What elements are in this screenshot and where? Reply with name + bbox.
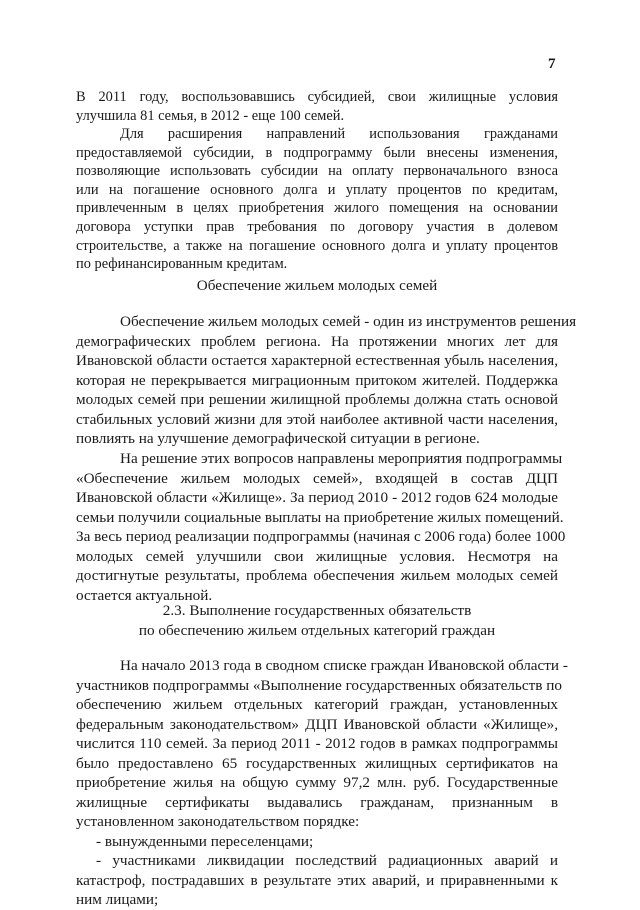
heading-line: Обеспечение жильем молодых семей bbox=[196, 277, 438, 294]
text-line: установленном законодательством порядке: bbox=[76, 813, 360, 830]
text-line: Для расширения направлений использования гражданами bbox=[120, 126, 558, 142]
text-line: по рефинансированным кредитам. bbox=[76, 256, 288, 273]
paragraph-young-families-results bbox=[76, 449, 566, 605]
text-line: остается актуальной. bbox=[76, 586, 213, 604]
paragraph-young-families-intro bbox=[76, 312, 577, 449]
text-line: На начало 2013 года в сводном списке граждан Ивановской области - bbox=[120, 657, 568, 674]
text-line: привлеченным в целях приобретения жилого помещения на основании bbox=[76, 200, 558, 217]
text-line: В 2011 году, воспользовавшись субсидией, свои жилищные условия bbox=[76, 89, 558, 105]
text-line: Обеспечение жильем молодых семей - один из инструментов решения bbox=[120, 313, 577, 330]
list-item: - участниками ликвидации последствий радиационных аварий и bbox=[96, 852, 558, 869]
text-line: Ивановской области остается характерной естественная убыль населения, bbox=[76, 352, 558, 369]
text-line: Ивановской области «Жилище». За период 2010 - 2012 годов 624 молодые bbox=[76, 489, 558, 506]
text-line: ним лицами; bbox=[76, 891, 159, 908]
text-line: было предоставлено 65 государственных жилищных сертификатов на bbox=[76, 754, 558, 772]
text-line: участников подпрограммы «Выполнение государственных обязательств по bbox=[76, 676, 562, 694]
section-heading-2-3 bbox=[76, 601, 558, 640]
text-line: или на погашение основного долга и уплату процентов по кредитам, bbox=[76, 181, 558, 198]
text-line: молодых семей при решении жилищной проблемы должна стать основой bbox=[76, 391, 558, 408]
text-line: демографических проблем региона. На протяжении многих лет для bbox=[76, 332, 558, 350]
list-item: - вынужденными переселенцами; bbox=[96, 832, 314, 850]
text-line: улучшила 81 семья, в 2012 - еще 100 семей. bbox=[76, 107, 345, 124]
text-line: стабильных условий жизни для этой наиболее активной части населения, bbox=[76, 410, 558, 428]
text-line: достигнутые результаты, проблема обеспечения жильем молодых семей bbox=[76, 567, 558, 584]
page-number: 7 bbox=[548, 56, 556, 72]
text-line: позволяющие использовать субсидии на оплату первоначального взноса bbox=[76, 163, 558, 180]
text-line: приобретение жилья на общую сумму 97,2 млн. руб. Государственные bbox=[76, 774, 558, 791]
text-line: повлиять на улучшение демографической ситуации в регионе. bbox=[76, 430, 480, 447]
text-line: «Обеспечение жильем молодых семей», входящей в состав ДЦП bbox=[76, 469, 558, 487]
text-line: жилищные сертификаты выдавались гражданам, признанным в bbox=[76, 793, 558, 811]
text-line: На решение этих вопросов направлены мероприятия подпрограммы bbox=[120, 450, 563, 467]
text-line: молодых семей улучшили свои жилищные условия. Несмотря на bbox=[76, 547, 558, 565]
paragraph-subsidy-changes bbox=[76, 125, 558, 274]
text-line: строительстве, а также на погашение основного долга и уплату процентов bbox=[76, 237, 558, 254]
paragraph-state-obligations bbox=[76, 656, 568, 910]
text-line: предоставляемой субсидии, в подпрограмму были внесены изменения, bbox=[76, 144, 558, 161]
heading-line: по обеспечению жильем отдельных категорий граждан bbox=[138, 621, 496, 639]
text-line: которая не перекрывается миграционным притоком жителей. Поддержка bbox=[76, 371, 558, 389]
text-line: семьи получили социальные выплаты на приобретение жилых помещений. bbox=[76, 508, 564, 526]
text-line: обеспечению жильем отдельных категорий граждан, установленных bbox=[76, 696, 558, 713]
text-line: договора уступки прав требования по договору участия в долевом bbox=[76, 218, 558, 235]
text-line: За весь период реализации подпрограммы (начиная с 2006 года) более 1000 bbox=[76, 528, 566, 545]
heading-line: 2.3. Выполнение государственных обязательств bbox=[162, 602, 472, 619]
text-line: числится 110 семей. За период 2011 - 2012 годов в рамках подпрограммы bbox=[76, 735, 558, 752]
paragraph-subsidy-results bbox=[76, 88, 558, 125]
text-line: федеральным законодательством» ДЦП Ивановской области «Жилище», bbox=[76, 715, 558, 733]
text-line: катастроф, пострадавших в результате этих аварий, и приравненными к bbox=[76, 871, 558, 889]
section-heading-young-families bbox=[76, 276, 558, 296]
